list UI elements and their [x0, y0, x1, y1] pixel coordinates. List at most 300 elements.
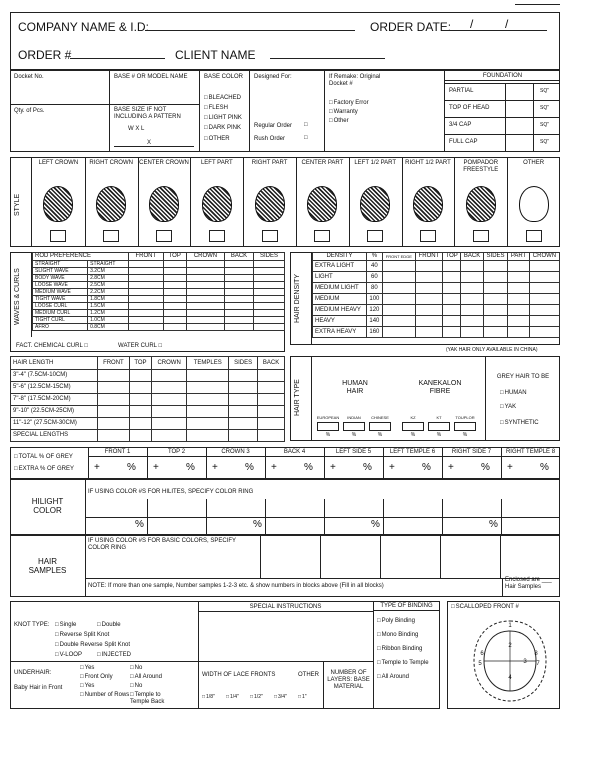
style-column-label: CENTER CROWN [139, 160, 189, 166]
length-cell[interactable] [130, 418, 152, 430]
length-cell[interactable] [97, 394, 129, 406]
waves-cell[interactable] [163, 261, 186, 268]
density-cell[interactable] [508, 327, 530, 338]
remake-opt-warranty[interactable]: □ Warranty [329, 109, 358, 116]
length-cell[interactable] [130, 406, 152, 418]
waves-cell[interactable] [163, 282, 186, 289]
layers-label: NUMBER OF LAYERS: BASE MATERIAL [327, 670, 370, 690]
waves-cell[interactable] [163, 296, 186, 303]
density-cell[interactable] [483, 294, 507, 305]
binding-option[interactable]: □ All Around [377, 674, 437, 681]
style-select-box[interactable] [209, 230, 225, 242]
density-row [313, 272, 560, 283]
style-select-box[interactable] [420, 230, 436, 242]
extra-grey-label[interactable]: □ EXTRA % OF GREY [14, 466, 74, 473]
density-cell[interactable] [415, 272, 442, 283]
waves-cell[interactable] [186, 303, 224, 310]
style-column-label: RIGHT 1/2 PART [405, 160, 451, 166]
density-cell[interactable] [508, 261, 530, 272]
waves-cell[interactable] [128, 310, 163, 317]
style-column-label: LEFT PART [200, 160, 233, 166]
width-lace-label: WIDTH OF LACE FRONTS [202, 672, 276, 678]
color-opt-other[interactable]: □ OTHER [204, 136, 230, 143]
density-cell[interactable] [443, 327, 461, 338]
lace-option[interactable]: □ 1/8" [202, 694, 215, 700]
length-cell[interactable] [187, 406, 229, 418]
under-rows[interactable]: □ Number of Rows [80, 692, 129, 699]
waves-cell[interactable] [128, 324, 163, 331]
waves-cell[interactable] [253, 317, 284, 324]
style-head-icon [149, 186, 179, 222]
length-cell[interactable] [258, 406, 285, 418]
lace-option[interactable]: □ 1" [298, 694, 307, 700]
density-cell[interactable] [529, 327, 559, 338]
foundation-row-box[interactable] [505, 134, 533, 151]
diagram-number: 5 [478, 661, 482, 667]
density-cell[interactable] [483, 327, 507, 338]
company-field[interactable] [145, 30, 355, 31]
knot-single[interactable]: □ Single [55, 622, 76, 629]
hilight-pct: % [253, 519, 262, 530]
density-cell[interactable] [529, 305, 559, 316]
density-cell[interactable] [508, 305, 530, 316]
color-opt-flesh[interactable]: □ FLESH [204, 105, 228, 112]
length-cell[interactable] [130, 370, 152, 382]
waves-cell[interactable] [186, 282, 224, 289]
hilight-input[interactable] [385, 500, 440, 515]
sample-cell-divider [260, 535, 261, 578]
grey-opt-human[interactable]: □ HUMAN [500, 390, 527, 397]
length-header-cell: BACK [258, 357, 285, 370]
hairtype-sub-label: EUROPEAN [316, 415, 340, 420]
density-cell[interactable] [415, 327, 442, 338]
density-cell[interactable] [443, 272, 461, 283]
length-cell[interactable] [229, 370, 258, 382]
hairtype-sub-box[interactable] [317, 422, 339, 431]
diagram-number: 8 [534, 651, 538, 657]
density-cell[interactable] [443, 305, 461, 316]
density-cell[interactable] [382, 327, 415, 338]
waves-row-label: TIGHT WAVE [33, 296, 88, 303]
hilight-input[interactable] [503, 500, 558, 515]
style-select-box[interactable] [314, 230, 330, 242]
length-row-label: 7"-8" (17.5CM-20CM) [11, 394, 98, 406]
binding-option[interactable]: □ Ribbon Binding [377, 646, 437, 653]
density-row-label: MEDIUM [313, 294, 367, 305]
density-row [313, 261, 560, 272]
waves-row-rod: 3.2CM [88, 268, 129, 275]
length-cell[interactable] [97, 382, 129, 394]
special-instructions-label: SPECIAL INSTRUCTIONS [198, 604, 373, 612]
underhair-label: UNDERHAIR: [14, 670, 52, 676]
density-cell[interactable] [415, 316, 442, 327]
length-header-cell: TEMPLES [187, 357, 229, 370]
grey-pct: % [127, 462, 136, 473]
foundation-row-label: PARTIAL [449, 88, 474, 94]
hilight-cell-divider [147, 499, 148, 535]
density-cell[interactable] [483, 305, 507, 316]
length-row-label: SPECIAL LENGTHS [11, 430, 98, 442]
hairtype-pct: % [377, 432, 383, 438]
grey-plus: + [94, 462, 100, 473]
density-cell[interactable] [415, 261, 442, 272]
rush-order-option[interactable]: Rush Order [254, 136, 286, 142]
waves-cell[interactable] [186, 268, 224, 275]
waves-cell[interactable] [253, 282, 284, 289]
scalloped-label[interactable]: □ SCALLOPED FRONT # [451, 604, 519, 611]
length-cell[interactable] [187, 430, 229, 442]
density-cell[interactable] [382, 316, 415, 327]
waves-row-rod: 1.0CM [88, 317, 129, 324]
binding-option[interactable]: □ Temple to Temple [377, 660, 437, 667]
waves-header-cell: BACK [225, 253, 254, 261]
waves-cell[interactable] [128, 317, 163, 324]
length-cell[interactable] [229, 394, 258, 406]
waves-table [32, 252, 285, 331]
style-select-box[interactable] [262, 230, 278, 242]
waves-cell[interactable] [225, 324, 254, 331]
length-row [11, 370, 285, 382]
under-temple[interactable]: □ Temple to Temple Back [130, 692, 180, 706]
waves-cell[interactable] [128, 268, 163, 275]
grey-divider [485, 356, 486, 441]
waves-cell[interactable] [225, 275, 254, 282]
style-head-icon [360, 186, 390, 222]
length-cell[interactable] [130, 382, 152, 394]
color-opt-dark-pink[interactable]: □ DARK PINK [204, 125, 241, 132]
date-slash-1: / [470, 17, 474, 31]
length-cell[interactable] [258, 418, 285, 430]
density-row-pct: 80 [366, 283, 382, 294]
style-select-box[interactable] [526, 230, 542, 242]
waves-cell[interactable] [128, 275, 163, 282]
waves-cell[interactable] [128, 261, 163, 268]
density-header-cell: FRONT EDGE [382, 253, 415, 261]
length-cell[interactable] [151, 370, 187, 382]
lace-option[interactable]: □ 3/4" [274, 694, 287, 700]
density-cell[interactable] [529, 283, 559, 294]
hilight-input[interactable] [326, 500, 381, 515]
diagram-number: 3 [523, 659, 527, 665]
grey-opt-yak[interactable]: □ YAK [500, 404, 516, 411]
hairtype-sub-box[interactable] [428, 422, 450, 431]
knot-vloop[interactable]: □ V-LOOP [55, 652, 82, 659]
density-row-label: MEDIUM LIGHT [313, 283, 367, 294]
density-cell[interactable] [382, 283, 415, 294]
waves-cell[interactable] [253, 324, 284, 331]
waves-cell[interactable] [225, 296, 254, 303]
under-front-only[interactable]: □ Front Only [80, 674, 113, 681]
length-row [11, 406, 285, 418]
length-cell[interactable] [97, 430, 129, 442]
diagram-number: 7 [536, 661, 540, 667]
length-cell[interactable] [229, 382, 258, 394]
density-cell[interactable] [529, 272, 559, 283]
waves-cell[interactable] [186, 310, 224, 317]
grey-pct: % [245, 462, 254, 473]
density-cell[interactable] [382, 272, 415, 283]
style-column-label: RIGHT PART [251, 160, 288, 166]
waves-cell[interactable] [253, 296, 284, 303]
density-header-cell: SIDES [483, 253, 507, 261]
length-cell[interactable] [97, 418, 129, 430]
density-row [313, 294, 560, 305]
length-row-label: 9"-10" (22.5CM-25CM) [11, 406, 98, 418]
density-cell[interactable] [483, 316, 507, 327]
hilight-input[interactable] [149, 500, 204, 515]
waves-row [33, 296, 285, 303]
length-cell[interactable] [130, 430, 152, 442]
total-grey-label[interactable]: □ TOTAL % OF GREY [14, 454, 73, 461]
client-label: CLIENT NAME [175, 48, 256, 62]
grey-plus: + [448, 462, 454, 473]
waves-cell[interactable] [253, 261, 284, 268]
length-header-cell: FRONT [97, 357, 129, 370]
knot-double[interactable]: □ Double [97, 622, 121, 629]
density-cell[interactable] [443, 261, 461, 272]
hilight-cell-divider [324, 499, 325, 535]
waves-cell[interactable] [225, 282, 254, 289]
color-opt-light-pink[interactable]: □ LIGHT PINK [204, 115, 242, 122]
waves-row-label: MEDIUM CURL [33, 310, 88, 317]
remake-opt-other[interactable]: □ Other [329, 118, 349, 125]
waves-cell[interactable] [186, 317, 224, 324]
under-no[interactable]: □ No [130, 665, 142, 672]
foundation-row-box[interactable] [505, 100, 533, 117]
grey-col-label: CROWN 3 [206, 449, 265, 457]
waves-cell[interactable] [225, 261, 254, 268]
foundation-row-box[interactable] [505, 83, 533, 100]
length-header-row [11, 357, 285, 370]
waves-cell[interactable] [186, 261, 224, 268]
density-cell[interactable] [461, 261, 484, 272]
grey-opt-synthetic[interactable]: □ SYNTHETIC [500, 420, 539, 427]
length-cell[interactable] [258, 430, 285, 442]
length-cell[interactable] [229, 430, 258, 442]
lace-option[interactable]: □ 1/2" [250, 694, 263, 700]
style-select-box[interactable] [50, 230, 66, 242]
density-cell[interactable] [508, 272, 530, 283]
waves-cell[interactable] [128, 303, 163, 310]
knot-double-reverse[interactable]: □ Double Reverse Split Knot [55, 642, 130, 649]
special-divider [198, 601, 199, 661]
length-cell[interactable] [258, 394, 285, 406]
hairtype-sub-box[interactable] [343, 422, 365, 431]
length-header-cell: HAIR LENGTH [11, 357, 98, 370]
length-cell[interactable] [258, 382, 285, 394]
density-cell[interactable] [483, 272, 507, 283]
baby-yes[interactable]: □ Yes [80, 683, 94, 690]
length-cell[interactable] [130, 394, 152, 406]
density-cell[interactable] [483, 261, 507, 272]
hilight-input[interactable] [267, 500, 322, 515]
density-header-cell: BACK [461, 253, 484, 261]
density-cell[interactable] [415, 294, 442, 305]
length-cell[interactable] [229, 418, 258, 430]
waves-cell[interactable] [163, 275, 186, 282]
waves-header-cell: SIDES [253, 253, 284, 261]
length-cell[interactable] [151, 406, 187, 418]
hilight-input[interactable] [444, 500, 499, 515]
waves-cell[interactable] [253, 303, 284, 310]
density-cell[interactable] [461, 316, 484, 327]
waves-cell[interactable] [163, 310, 186, 317]
density-cell[interactable] [382, 305, 415, 316]
density-cell[interactable] [443, 316, 461, 327]
density-cell[interactable] [508, 316, 530, 327]
under-all-around[interactable]: □ All Around [130, 674, 162, 681]
binding-divider [373, 601, 374, 709]
style-select-box[interactable] [473, 230, 489, 242]
length-cell[interactable] [187, 418, 229, 430]
waves-label: WAVES & CURLS [14, 268, 21, 326]
hilight-input[interactable] [90, 500, 145, 515]
baby-no[interactable]: □ No [130, 683, 142, 690]
length-cell[interactable] [187, 394, 229, 406]
waves-cell[interactable] [186, 275, 224, 282]
remake-opt-factory[interactable]: □ Factory Error [329, 100, 369, 107]
hilight-pct: % [489, 519, 498, 530]
waves-cell[interactable] [186, 296, 224, 303]
waves-cell[interactable] [128, 289, 163, 296]
waves-cell[interactable] [225, 310, 254, 317]
density-row-label: HEAVY [313, 316, 367, 327]
lace-option[interactable]: □ 1/4" [226, 694, 239, 700]
style-head-icon [255, 186, 285, 222]
waves-cell[interactable] [225, 303, 254, 310]
waves-cell[interactable] [186, 324, 224, 331]
hilight-cell-divider [206, 499, 207, 535]
order-date-field[interactable] [442, 30, 547, 31]
enclosed-divider [502, 578, 503, 597]
density-cell[interactable] [461, 327, 484, 338]
waves-cell[interactable] [253, 289, 284, 296]
grey-title: GREY HAIR TO BE [496, 374, 550, 380]
length-cell[interactable] [151, 394, 187, 406]
density-cell[interactable] [461, 283, 484, 294]
waves-row-rod: 2.2CM [88, 289, 129, 296]
hairtype-sub-label: CHINESE [371, 415, 389, 420]
length-cell[interactable] [258, 370, 285, 382]
length-cell[interactable] [151, 418, 187, 430]
length-cell[interactable] [187, 382, 229, 394]
density-cell[interactable] [443, 294, 461, 305]
waves-row [33, 317, 285, 324]
style-select-box[interactable] [367, 230, 383, 242]
density-cell[interactable] [382, 261, 415, 272]
grey-plus: + [507, 462, 513, 473]
waves-cell[interactable] [186, 289, 224, 296]
rush-order-checkbox[interactable]: □ [304, 135, 308, 141]
size-field[interactable] [114, 146, 194, 147]
sample-cell-divider [500, 535, 501, 578]
waves-cell[interactable] [225, 268, 254, 275]
density-cell[interactable] [483, 283, 507, 294]
hairtype-sub-box[interactable] [402, 422, 424, 431]
human-hair-label: HUMAN HAIR [342, 380, 368, 395]
waves-cell[interactable] [225, 317, 254, 324]
order-field[interactable] [70, 58, 165, 59]
knot-reverse-split[interactable]: □ Reverse Split Knot [55, 632, 109, 639]
company-label: COMPANY NAME & I.D: [18, 20, 149, 34]
regular-order-option[interactable]: Regular Order [254, 123, 293, 129]
style-select-box[interactable] [103, 230, 119, 242]
hilight-input[interactable] [208, 500, 263, 515]
density-cell[interactable] [529, 316, 559, 327]
length-cell[interactable] [97, 406, 129, 418]
density-cell[interactable] [529, 261, 559, 272]
length-cell[interactable] [151, 382, 187, 394]
density-cell[interactable] [461, 272, 484, 283]
samples-label: HAIR SAMPLES [28, 557, 67, 575]
lace-divider [198, 661, 199, 709]
density-cell[interactable] [461, 305, 484, 316]
color-opt-bleached[interactable]: □ BLEACHED [204, 95, 241, 102]
waves-cell[interactable] [163, 303, 186, 310]
style-column-divider [85, 157, 86, 247]
style-column-label: POMPADOR FREESTYLE [463, 160, 499, 173]
base-model-label: BASE # OR MODEL NAME [114, 74, 188, 80]
hairtype-sub-box[interactable] [454, 422, 476, 431]
hairtype-label: HAIR TYPE [294, 379, 301, 416]
regular-order-checkbox[interactable]: □ [304, 122, 308, 128]
density-row [313, 327, 560, 338]
density-cell[interactable] [508, 283, 530, 294]
density-cell[interactable] [508, 294, 530, 305]
waves-cell[interactable] [163, 324, 186, 331]
style-head-icon [43, 186, 73, 222]
foundation-row-box[interactable] [505, 117, 533, 134]
style-select-box[interactable] [156, 230, 172, 242]
hairtype-sub-box[interactable] [369, 422, 391, 431]
docket-label: Docket No. [14, 74, 44, 80]
length-cell[interactable] [187, 370, 229, 382]
waves-cell[interactable] [128, 282, 163, 289]
density-header-cell: FRONT [415, 253, 442, 261]
density-cell[interactable] [382, 294, 415, 305]
density-cell[interactable] [415, 283, 442, 294]
binding-option[interactable]: □ Mono Binding [377, 632, 437, 639]
sample-cell-divider [320, 535, 321, 578]
grey-col-label: TOP 2 [147, 449, 206, 457]
knot-injected[interactable]: □ INJECTED [97, 652, 131, 659]
waves-cell[interactable] [225, 289, 254, 296]
waves-cell[interactable] [253, 268, 284, 275]
density-cell[interactable] [415, 305, 442, 316]
client-field[interactable] [270, 58, 385, 59]
length-cell[interactable] [151, 430, 187, 442]
density-cell[interactable] [443, 283, 461, 294]
waves-cell[interactable] [253, 275, 284, 282]
binding-option[interactable]: □ Poly Binding [377, 618, 437, 625]
waves-cell[interactable] [253, 310, 284, 317]
designed-for-label: Designed For: [254, 74, 292, 80]
hairtype-pct: % [436, 432, 442, 438]
density-cell[interactable] [461, 294, 484, 305]
length-cell[interactable] [97, 370, 129, 382]
waves-cell[interactable] [163, 317, 186, 324]
hilight-note: IF USING COLOR #S FOR HILITES, SPECIFY COLOR RING [88, 489, 254, 495]
under-yes[interactable]: □ Yes [80, 665, 94, 672]
style-column-label: LEFT 1/2 PART [354, 160, 397, 166]
density-cell[interactable] [529, 294, 559, 305]
density-table [312, 252, 560, 338]
waves-cell[interactable] [163, 268, 186, 275]
length-cell[interactable] [229, 406, 258, 418]
waves-cell[interactable] [163, 289, 186, 296]
length-table [10, 356, 285, 442]
waves-cell[interactable] [128, 296, 163, 303]
